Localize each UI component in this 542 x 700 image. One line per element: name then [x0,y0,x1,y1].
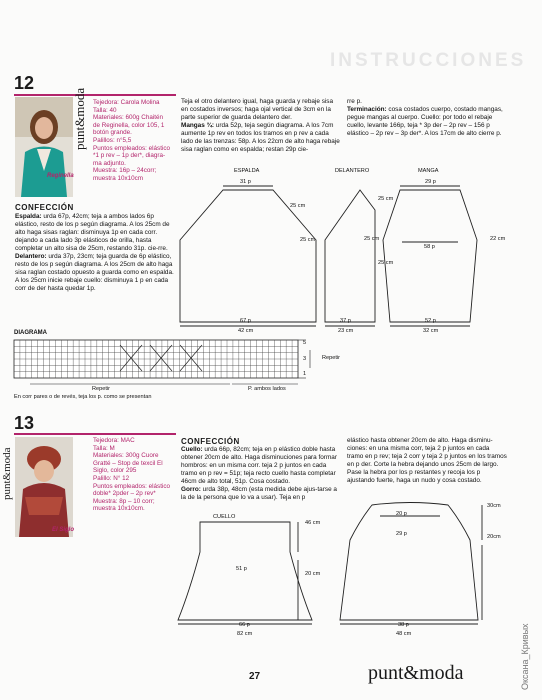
gorro-bottom-stitches: 38 p [398,622,409,628]
section-12-photo-logo: Reginella [47,173,74,179]
espalda-bottom-stitches: 67 p [240,318,251,324]
delantero-bottom-stitches: 37 p [340,318,351,324]
espalda-bottom-cm: 42 cm [238,328,254,334]
espalda-side-lower: 25 cm [300,237,316,243]
section-13-photo-logo: El Siglo [52,527,75,533]
section-12-brand-vertical: punt&moda [72,87,87,150]
paragraph: Terminación: cosa costados cuerpo, costado mangas, pegue mangas al cuerpo. Cuello: por todo el rebaje cuello, levante 166p, teja * 3p der – 2p rev – 156 p elástico – 2p rev – 3p der*. A los 17cm de alto cierre p. [347,106,503,137]
meta-line: muestra 10x10cm. [93,505,145,513]
manga-bottom-cm: 32 cm [423,328,439,334]
gorro-outline [340,503,478,621]
paragraph: Mangas ¾: urda 52p, teja según diagrama. A los 7cm aumente 1p rev en todos los tramos en p rev a cada lado de las trenzas: 58p. A los 22cm de alto haga rebaje sisa raglan como en espalda; restan 29p cie- [181,122,340,153]
gorro-top-stitches: 20 p [396,511,407,517]
delantero-bottom-cm: 23 cm [338,328,354,334]
gorro-side-top: 30cm [487,503,501,509]
meta-line: Puntos empleados: elástico [93,144,171,152]
cuello-bottom-stitches: 66 p [239,622,250,628]
gorro-side-bottom: 20cm [487,534,501,540]
paragraph: Espalda: urda 67p, 42cm; teja a ambos lados 6p elástico, resto de los p según diagrama. A los 25cm de alto haga sisas raglan: disminuya 1p en cada corr. dejando a cada lado 3p elásticos de orilla, hasta completar un alto sisa de 25cm, restando 31p. cie-rre. [15,213,170,252]
meta-line: Materiales: 300g Cuore [93,452,159,460]
stitch-chart-title: DIAGRAMA [14,330,47,336]
page-number: 27 [249,671,261,682]
meta-line: de Reginella, color 105, 1 [93,121,165,129]
chart-repeat-right: Repetir [322,355,341,361]
meta-line: Talla: M [93,444,115,452]
manga-bottom-stitches: 52 p [425,318,436,324]
chart-row-3: 3 [303,356,307,362]
delantero-side-upper: 25 cm [378,196,394,202]
chart-repeat-bottom: Repetir [92,386,111,392]
paragraph: elástico hasta obtener 20cm de alto. Haga disminu-ciones: en una misma corr, teja 2 p juntos en cada tramo en p rev; teja 2 corr y teja 2 p juntos en los tramos en p der. Corte la hebra dejando unos 25cm de largo. Pase la hebra por los p restantes y recoja los p ajustando fuerte, haga un nudo y cosa costado. [347,437,507,484]
meta-line: ma adjunto. [93,159,126,167]
manga-top-label: 29 p [425,179,436,185]
meta-line: Palillo: N° 12 [93,474,130,482]
cuello-side-bottom: 20 cm [305,571,321,577]
paragraph: Teja el otro delantero igual, haga guarda y rebaje sisa en costados inversos; haga ojal vertical de 3cm en la parte superior de guarda delantero der. [181,98,334,121]
meta-line: *1 p rev – 1p der*, diagra- [93,152,166,160]
paragraph: rre p. [347,98,362,105]
meta-line: Muestra: 16p – 24corr; [93,167,157,175]
paragraph: Delantero: urda 37p, 23cm; teja guarda de 6p elástico, resto de los p según diagrama. A los 25cm de alto haga sisa raglan costado opuesto a guarda como en espalda. A los 25cm inicie rebaje cuello: disminuya 1 p en cada corr de der hasta quedar 1p. [15,253,174,292]
paragraph: Gorro: urda 38p, 48cm (esta medida debe ajus-tarse a la de la persona que lo va a usar). Teja en p [181,486,337,501]
meta-line: Tejedora: MAC [93,437,135,444]
section-13-confeccion-heading: CONFECCIÓN [181,437,240,446]
section-13-brand-vertical: punt&moda [1,447,13,500]
instructions-ghost-title: INSTRUCCIONES [330,50,527,71]
cuello-title: CUELLO [213,514,236,520]
meta-line: Materiales: 600g Chaitén [93,114,164,122]
watermark-text: Оксана_Кривых [520,623,530,690]
espalda-side-upper: 25 cm [290,203,306,209]
section-12-number: 12 [14,73,35,93]
chart-note: En corr pares o de revés, teja los p. como se presentan [14,394,152,400]
footer-brand-logo: punt&moda [368,662,464,684]
meta-line: Muestra: 8p – 10 corr; [93,497,155,505]
section-12-confeccion-heading: CONFECCIÓN [15,203,74,212]
manga-side-left: 25 cm [364,236,380,242]
gorro-mid-stitches: 29 p [396,531,407,537]
manga-title: MANGA [418,168,439,174]
meta-line: Gratté – Stop de texcil El [93,459,163,467]
chart-both-sides: P. ambos lados [248,386,286,392]
chart-row-1: 1 [303,371,307,377]
gorro-bottom-cm: 48 cm [396,631,412,637]
delantero-title: DELANTERO [335,168,370,174]
espalda-top-label: 31 p [240,179,251,185]
espalda-title: ESPALDA [234,168,260,174]
manga-mid-label: 58 p [424,244,435,250]
meta-line: muestra 10x10cm [93,174,144,182]
cuello-bottom-cm: 82 cm [237,631,253,637]
paragraph: Cuello: urda 66p, 82cm; teja en p elástico doble hasta obtener 20cm de alto. Haga disminuciones para formar hombros: en un misma corr. teja 2 p juntos en cada tramo en p rev = 51p; teja recto cuello hasta completar 46cm de alto total, 51p. Cosa costado. [181,446,337,485]
meta-line: Palillos: n°5,5 [93,136,132,144]
section-13-number: 13 [14,413,35,433]
meta-line: Tejedora: Carola Molina [93,99,160,106]
cuello-mid-label: 51 p [236,566,247,572]
meta-line: Siglo, color 295 [93,467,137,475]
delantero-side-lower: 25 cm [378,260,394,266]
cuello-side-top: 46 cm [305,520,321,526]
meta-line: Puntos empleados: elástico [93,482,171,490]
meta-line: Talla: 40 [93,106,117,114]
chart-row-5: 5 [303,340,307,346]
meta-line: botón grande. [93,129,132,137]
manga-side-right: 22 cm [490,236,506,242]
meta-line: doble* 2pder – 2p rev* [93,490,156,498]
